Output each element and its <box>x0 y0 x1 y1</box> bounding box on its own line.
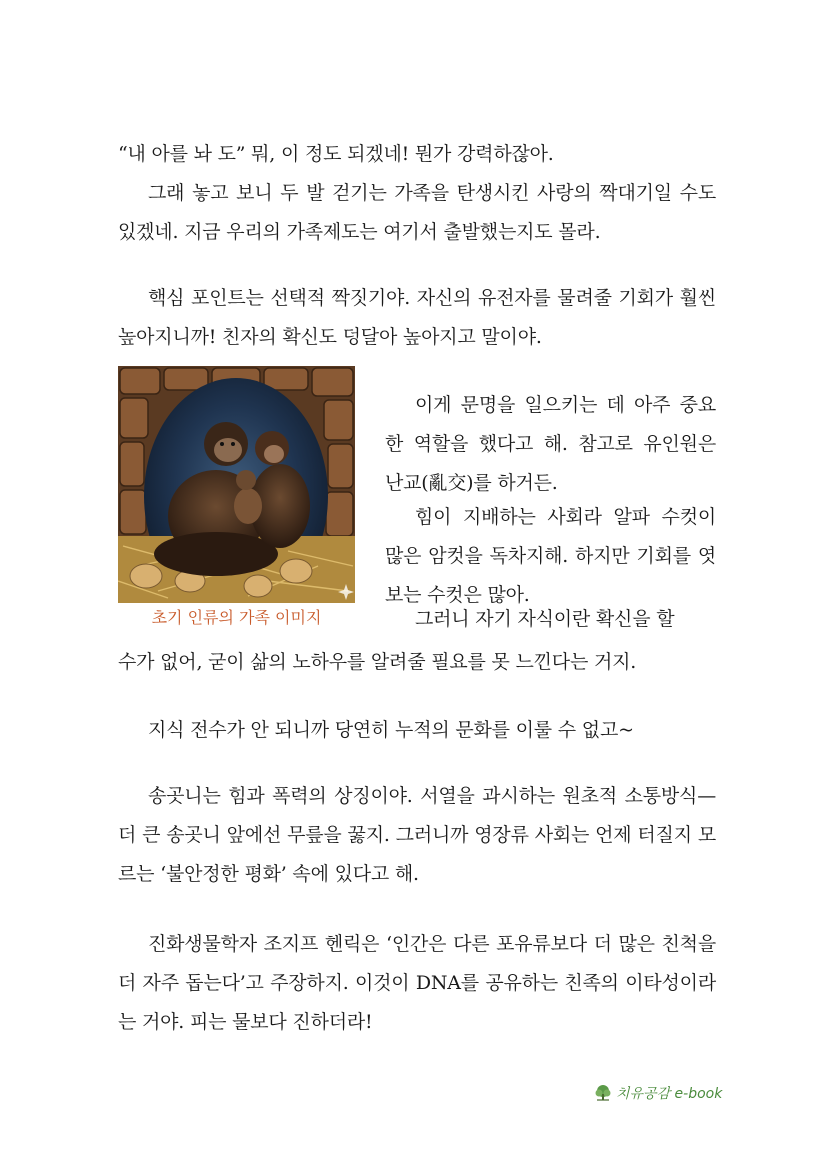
paragraph-paternity-end: 수가 없어, 굳이 삶의 노하우를 알려줄 필요를 못 느낀다는 거지. <box>118 651 637 673</box>
logo-text: 치유공감 e-book <box>616 1086 723 1102</box>
paragraph-henrich: 진화생물학자 조지프 헨릭은 ‘인간은 다른 포유류보다 더 많은 친척을 더 자주 돕는다’고 주장하지. 이것이 DNA를 공유하는 친족의 이타성이라는 거야. 피는 물보다 진하더라! <box>118 933 716 1033</box>
paragraph-canines: 송곳니는 힘과 폭력의 상징이야. 서열을 과시하는 원초적 소통방식—더 큰 송곳니 앞에선 무릎을 꿇지. 그러니까 영장류 사회는 언제 터질지 모르는 ‘불안정한 평화’ 속에 있다고 해. <box>118 785 716 885</box>
paragraph-civilization: 이게 문명을 일으키는 데 아주 중요한 역할을 했다고 해. 참고로 유인원은 난교(亂交)를 하거든. <box>385 394 716 494</box>
tree-logo-icon <box>594 1084 612 1102</box>
publisher-logo <box>594 1080 722 1106</box>
paragraph-bipedalism: 그래 놓고 보니 두 발 걷기는 가족을 탄생시킨 사랑의 짝대기일 수도 있겠네. 지금 우리의 가족제도는 여기서 출발했는지도 몰라. <box>118 182 716 243</box>
family-figure <box>118 366 355 603</box>
paragraph-quote: “내 아를 놔 도” 뭐, 이 정도 되겠네! 뭔가 강력하잖아. <box>118 143 554 165</box>
paragraph-alpha-male: 힘이 지배하는 사회라 알파 수컷이 많은 암컷을 독차지해. 하지만 기회를 엿보는 수컷은 많아. <box>385 506 716 606</box>
paragraph-selective-mating: 핵심 포인트는 선택적 짝짓기야. 자신의 유전자를 물려줄 기회가 훨씬 높아지니까! 친자의 확신도 덩달아 높아지고 말이야. <box>118 287 716 348</box>
paragraph-paternity-start: 그러니 자기 자식이란 확신을 할 <box>415 608 675 630</box>
paragraph-knowledge: 지식 전수가 안 되니까 당연히 누적의 문화를 이룰 수 없고~ <box>148 719 634 741</box>
primate-family-illustration <box>118 366 355 603</box>
figure-caption: 초기 인류의 가족 이미지 <box>151 608 322 627</box>
